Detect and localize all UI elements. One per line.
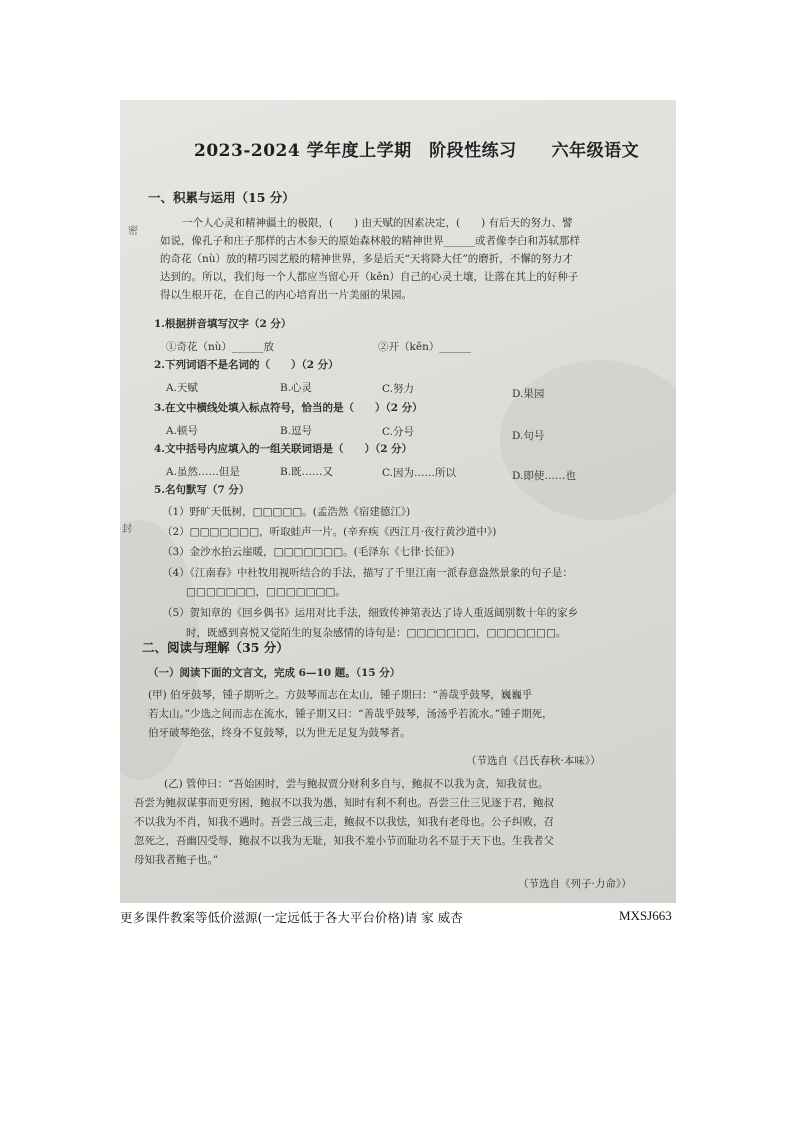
passage-line: 一个人心灵和精神疆土的极限，( ) 由天赋的因素决定，( ) 有后天的努力、譬 <box>182 217 573 229</box>
choice-option: C.因为……所以 <box>382 467 456 479</box>
margin-seal-mark: 密 <box>128 226 138 237</box>
footer-promo-text: 更多课件教案等低价滋源(一定远低于各大平台价格)请 家 威杏 <box>120 910 463 925</box>
choice-option: A.虽然……但是 <box>166 466 240 478</box>
question-prompt: 5.名句默写（7 分） <box>154 484 250 496</box>
choice-option: D.句号 <box>512 430 545 442</box>
recitation-item: □□□□□□□，□□□□□□□。 <box>186 586 346 598</box>
scanned-exam-photo <box>120 100 676 903</box>
choice-option: D.果园 <box>512 388 545 400</box>
question-prompt: 3.在文中横线处填入标点符号，恰当的是（ ）（2 分） <box>154 402 423 414</box>
passage-line: 如说，像孔子和庄子那样的古木参天的原始森林般的精神世界______或者像李白和苏轼那样 <box>160 235 580 247</box>
choice-option: A.顿号 <box>166 425 198 437</box>
choice-option: B.既……又 <box>280 466 334 478</box>
passage-line: 达到的。所以，我们每一个人都应当留心开（kěn）自己的心灵土壤，让落在其上的好种子 <box>160 271 579 283</box>
footer-code: MXSJ663 <box>619 908 672 923</box>
recitation-item: 时，既感到喜悦又觉陌生的复杂感情的诗句是：□□□□□□□，□□□□□□□。 <box>186 627 567 639</box>
classical-text-line: 吾尝为鲍叔谋事而更穷困，鲍叔不以我为愚，知时有利不利也。吾尝三仕三见逐于君，鲍叔 <box>134 797 554 809</box>
question-prompt: 2.下列词语不是名词的（ ）（2 分） <box>154 359 339 371</box>
passage-line: 的奇花（nù）放的精巧园艺般的精神世界，多是后天“天将降大任”的磨折，不懈的努力才 <box>160 253 573 265</box>
classical-text-line: 母知我者鲍子也。” <box>134 854 219 866</box>
section-heading: 二、阅读与理解（35 分） <box>142 640 289 655</box>
recitation-item: （2）□□□□□□□，听取蛙声一片。(辛弃疾《西江月·夜行黄沙道中》) <box>162 526 497 538</box>
classical-text-line: 若太山。”少选之间而志在流水，锺子期又曰：“善哉乎鼓琴，汤汤乎若流水。”锺子期死， <box>148 708 553 720</box>
margin-seal-mark: 封 <box>122 524 132 535</box>
fill-blank-item: ①奇花（nù）______放 <box>166 341 275 353</box>
classical-text-line: (甲) 伯牙鼓琴，锺子期听之。方鼓琴而志在太山，锺子期曰：“善哉乎鼓琴，巍巍乎 <box>148 689 533 701</box>
subsection-prompt: （一）阅读下面的文言文，完成 6—10 题。（15 分） <box>148 667 401 679</box>
choice-option: D.即使……也 <box>512 470 576 482</box>
question-prompt: 1.根据拼音填写汉字（2 分） <box>154 318 292 330</box>
source-citation: （节选自《吕氏春秋·本味》） <box>466 755 601 767</box>
choice-option: B.心灵 <box>280 382 313 394</box>
choice-option: B.逗号 <box>280 425 313 437</box>
recitation-item: （1）野旷天低树，□□□□□。(孟浩然《宿建德江》) <box>162 506 411 518</box>
recitation-item: （5）贺知章的《回乡偶书》运用对比手法，细致传神第表达了诗人重返阔别数十年的家乡 <box>162 607 579 619</box>
choice-option: C.努力 <box>382 383 414 395</box>
classical-text-line: 不以我为不肖，知我不遇时。吾尝三战三走，鲍叔不以我怯，知我有老母也。公子纠败，召 <box>134 816 554 828</box>
choice-option: C.分号 <box>382 426 414 438</box>
question-prompt: 4.文中括号内应填入的一组关联词语是（ ）（2 分） <box>154 443 413 455</box>
source-citation: （节选自《列子·力命》） <box>518 878 632 890</box>
recitation-item: （4）《江南春》中杜牧用视听结合的手法，描写了千里江南一派春意盎然景象的句子是： <box>162 567 573 579</box>
fill-blank-item: ②开（kěn）______ <box>378 341 471 353</box>
passage-line: 得以生根开花，在自己的内心培育出一片美丽的果园。 <box>160 289 412 301</box>
recitation-item: （3）金沙水拍云崖暖，□□□□□□□。(毛泽东《七律·长征》) <box>162 546 455 558</box>
classical-text-line: 忽死之，吾幽囚受辱，鲍叔不以我为无耻，知我不羞小节而耻功名不显于天下也。生我者父 <box>134 835 554 847</box>
page-title: 2023-2024 学年度上学期 阶段性练习 六年级语文 <box>194 141 640 161</box>
classical-text-line: 伯牙破琴绝弦，终身不复鼓琴，以为世无足复为鼓琴者。 <box>148 727 411 739</box>
classical-text-line: (乙) 管仲曰：“吾始困时，尝与鲍叔贾分财利多自与，鲍叔不以我为贪，知我贫也。 <box>164 778 549 790</box>
choice-option: A.天赋 <box>166 382 198 394</box>
section-heading: 一、积累与运用（15 分） <box>148 190 295 205</box>
